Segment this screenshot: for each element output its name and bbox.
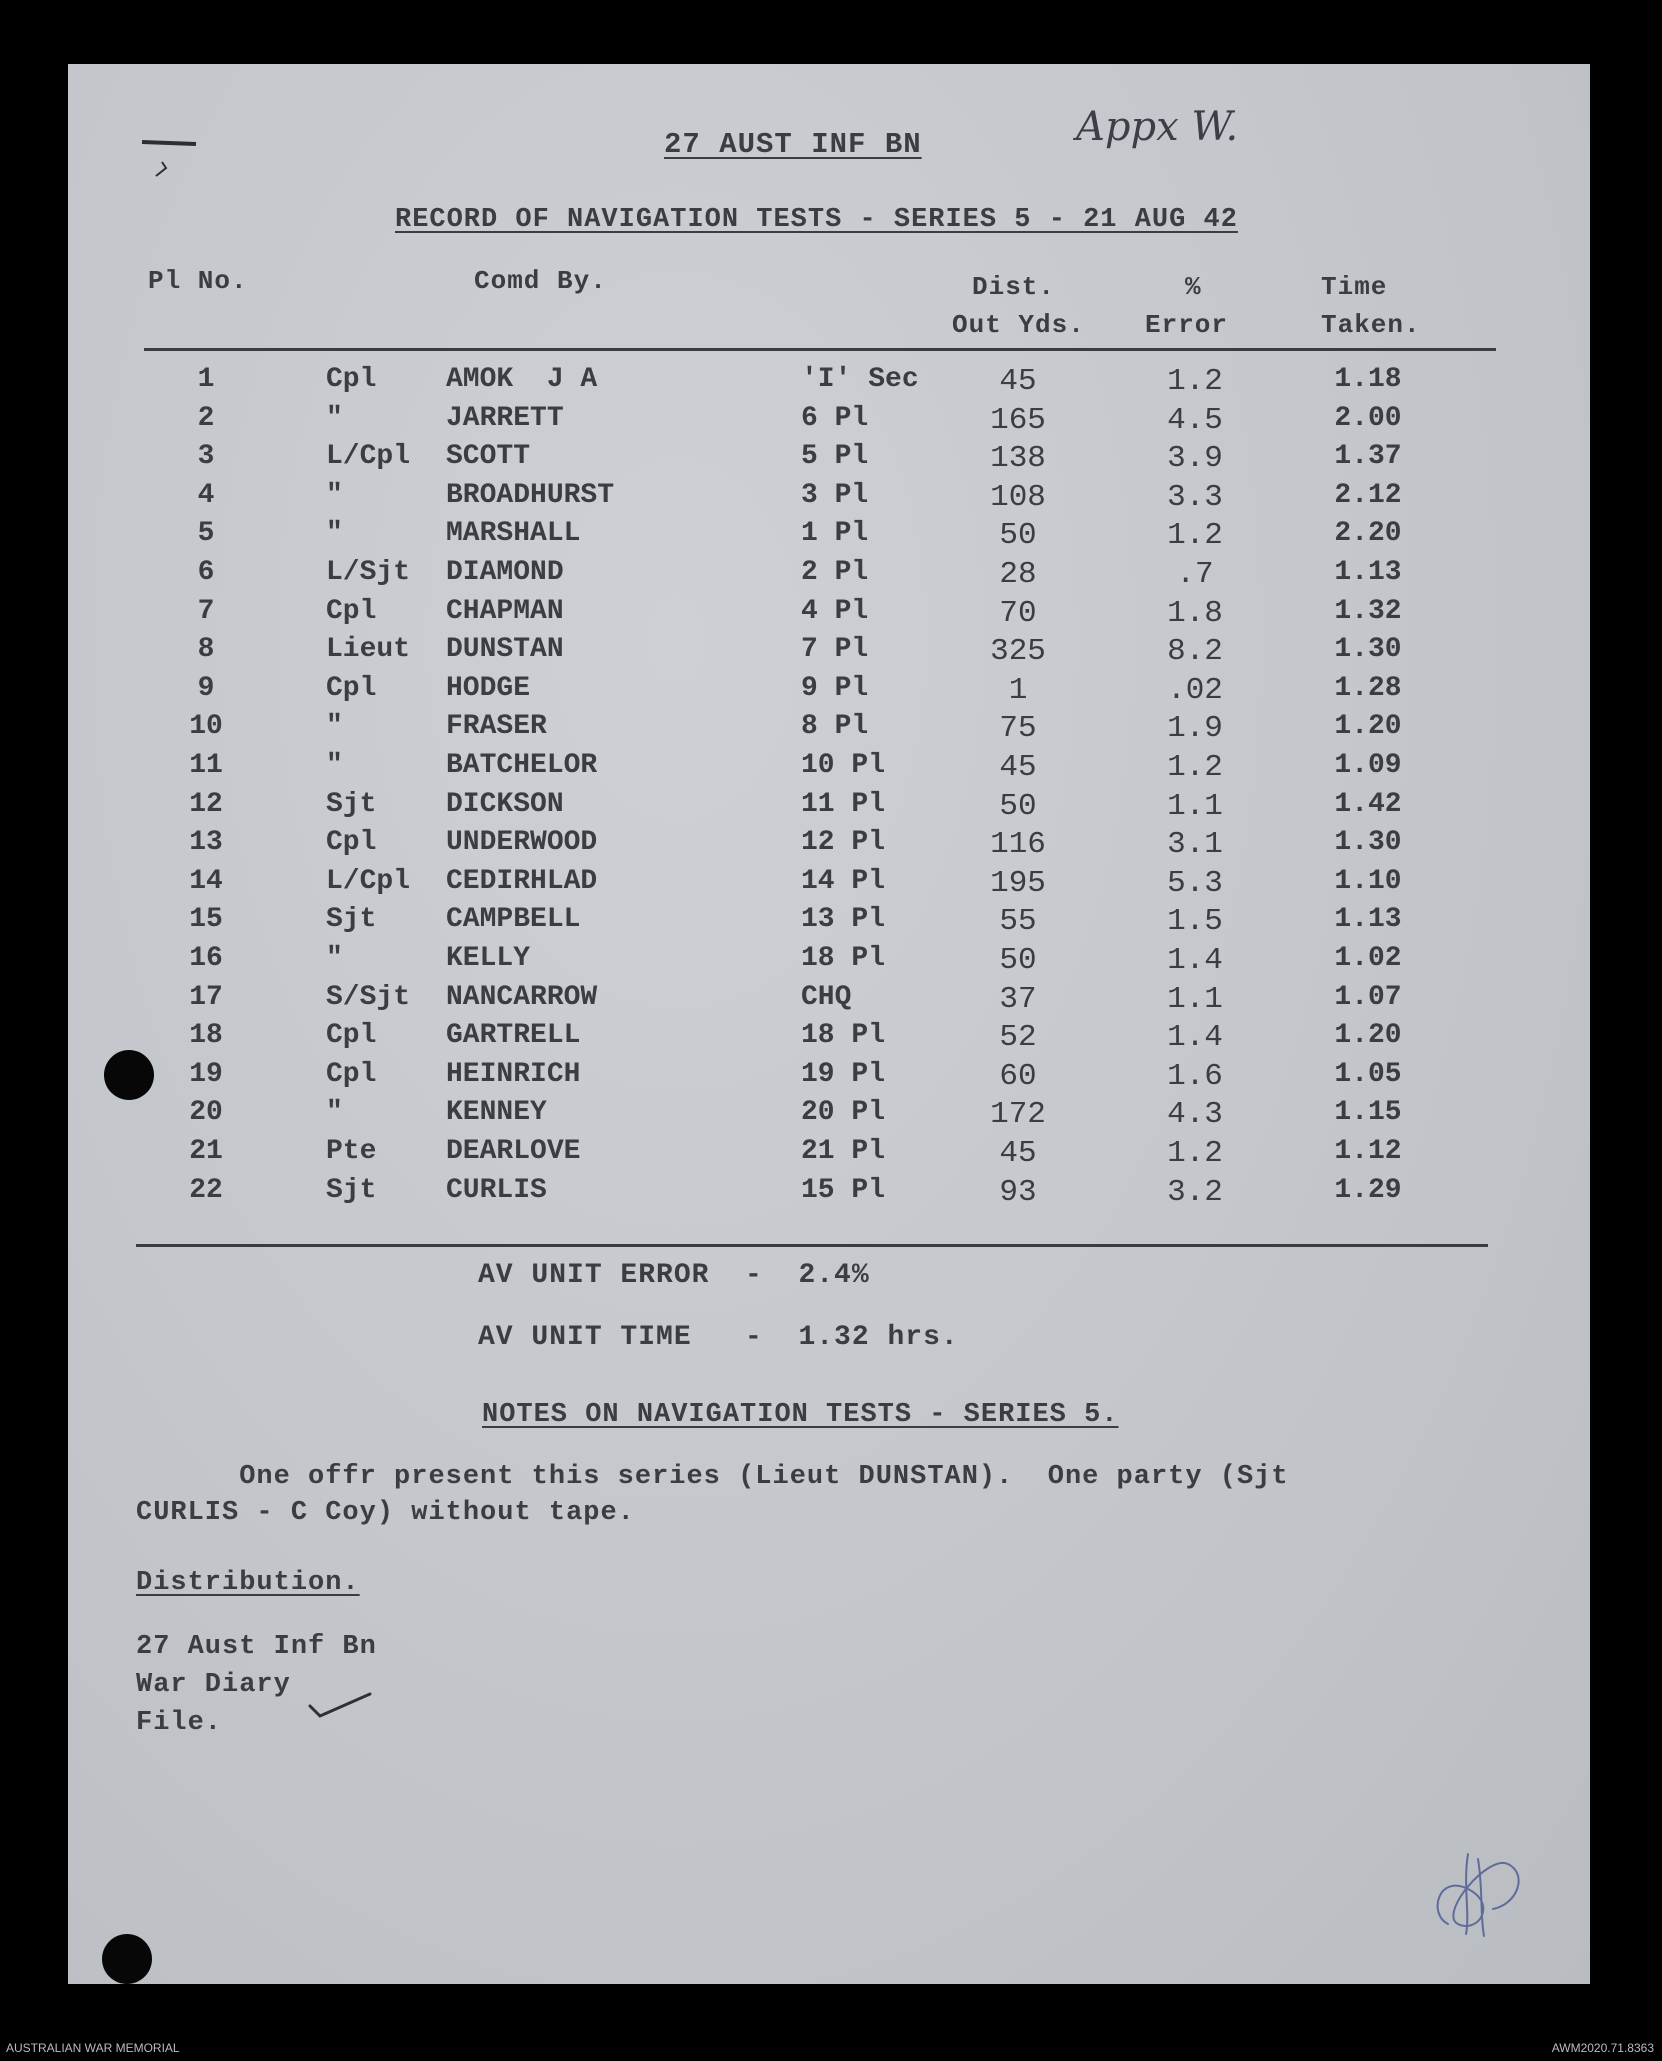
- unit-cell: 13 Pl: [801, 904, 886, 936]
- table-row: [68, 518, 1590, 557]
- time-cell: 1.30: [1334, 634, 1402, 666]
- name-cell: DUNSTAN: [446, 634, 564, 666]
- table-row: [68, 750, 1590, 789]
- table-row: [68, 441, 1590, 480]
- name-cell: DEARLOVE: [446, 1136, 581, 1167]
- distance-cell: 108: [990, 479, 1046, 515]
- distribution-item: 27 Aust Inf Bn: [136, 1632, 377, 1662]
- name-cell: CURLIS: [446, 1174, 547, 1206]
- rank-cell: Cpl: [326, 364, 377, 395]
- pl-no-cell: 11: [189, 750, 223, 781]
- distance-cell: 37: [999, 981, 1037, 1017]
- distance-cell: 116: [990, 827, 1046, 863]
- unit-cell: 'I' Sec: [801, 364, 919, 395]
- table-row: [68, 1020, 1590, 1059]
- distance-cell: 45: [999, 364, 1037, 399]
- distance-cell: 138: [990, 441, 1046, 477]
- distance-cell: 50: [999, 788, 1037, 824]
- table-row: [68, 943, 1590, 982]
- distance-cell: 55: [999, 904, 1037, 940]
- handwritten-checkmark: [304, 1684, 384, 1724]
- error-cell: 1.6: [1167, 1058, 1223, 1094]
- distance-cell: 45: [999, 750, 1037, 785]
- name-cell: CAMPBELL: [446, 904, 581, 936]
- name-cell: AMOK J A: [446, 364, 598, 395]
- name-cell: JARRETT: [446, 402, 564, 434]
- rank-cell: Cpl: [326, 595, 377, 627]
- pl-no-cell: 4: [197, 479, 215, 511]
- unit-cell: 1 Pl: [801, 518, 869, 550]
- rank-cell: Pte: [326, 1136, 377, 1167]
- name-cell: CEDIRHLAD: [446, 865, 598, 897]
- distance-cell: 45: [999, 1136, 1037, 1171]
- time-cell: 2.00: [1334, 402, 1402, 434]
- rank-cell: Sjt: [326, 788, 377, 820]
- time-cell: 1.10: [1334, 865, 1402, 897]
- average-unit-time: AV UNIT TIME - 1.32 hrs.: [478, 1322, 959, 1353]
- table-row: [68, 403, 1590, 442]
- rank-cell: Cpl: [326, 672, 377, 704]
- time-cell: 1.13: [1334, 557, 1402, 588]
- pl-no-cell: 3: [197, 441, 215, 473]
- error-cell: 5.3: [1167, 865, 1223, 901]
- table-row: [68, 1059, 1590, 1098]
- rank-cell: ": [326, 479, 343, 511]
- distribution-item: War Diary: [136, 1670, 291, 1700]
- table-row: [68, 1136, 1590, 1175]
- handwritten-signature: [1408, 1834, 1548, 1954]
- distribution-item: File.: [136, 1708, 223, 1738]
- punch-hole: [104, 1050, 154, 1100]
- distance-cell: 70: [999, 595, 1037, 631]
- time-cell: 1.09: [1334, 750, 1402, 781]
- unit-title: 27 AUST INF BN: [664, 128, 922, 161]
- unit-cell: 19 Pl: [801, 1058, 886, 1090]
- name-cell: MARSHALL: [446, 518, 581, 550]
- rank-cell: L/Cpl: [326, 441, 411, 473]
- unit-cell: 6 Pl: [801, 402, 869, 434]
- pl-no-cell: 1: [197, 364, 215, 395]
- time-cell: 1.20: [1334, 711, 1402, 743]
- average-unit-error: AV UNIT ERROR - 2.4%: [478, 1260, 870, 1291]
- rank-cell: ": [326, 750, 343, 781]
- table-row: [68, 1097, 1590, 1136]
- error-cell: 1.9: [1167, 711, 1223, 747]
- name-cell: HEINRICH: [446, 1058, 581, 1090]
- error-cell: 1.4: [1167, 943, 1223, 978]
- distance-cell: 195: [990, 865, 1046, 901]
- pl-no-cell: 22: [189, 1174, 223, 1206]
- error-cell: 1.8: [1167, 595, 1223, 631]
- pl-no-cell: 21: [189, 1136, 223, 1167]
- error-cell: 1.2: [1167, 518, 1223, 554]
- distance-cell: 60: [999, 1058, 1037, 1094]
- unit-cell: CHQ: [801, 981, 852, 1013]
- error-cell: 1.2: [1167, 1136, 1223, 1171]
- name-cell: BATCHELOR: [446, 750, 598, 781]
- col-header-time-2: Taken.: [1321, 310, 1421, 340]
- error-cell: .7: [1176, 557, 1214, 592]
- error-cell: 3.9: [1167, 441, 1223, 477]
- paper-mark: [138, 132, 218, 192]
- unit-cell: 18 Pl: [801, 1020, 886, 1052]
- error-cell: 4.5: [1167, 402, 1223, 438]
- time-cell: 1.18: [1334, 364, 1402, 395]
- rank-cell: Sjt: [326, 904, 377, 936]
- time-cell: 1.42: [1334, 788, 1402, 820]
- col-header-time-1: Time: [1321, 272, 1388, 302]
- unit-cell: 7 Pl: [801, 634, 869, 666]
- rank-cell: L/Cpl: [326, 865, 411, 897]
- time-cell: 2.12: [1334, 479, 1402, 511]
- notes-heading: NOTES ON NAVIGATION TESTS - SERIES 5.: [482, 1400, 1119, 1430]
- pl-no-cell: 7: [197, 595, 215, 627]
- table-row: [68, 982, 1590, 1021]
- rank-cell: Sjt: [326, 1174, 377, 1206]
- distance-cell: 28: [999, 557, 1037, 592]
- document-page: [68, 64, 1590, 1984]
- name-cell: FRASER: [446, 711, 547, 743]
- unit-cell: 15 Pl: [801, 1174, 886, 1206]
- header-rule: [144, 348, 1496, 351]
- error-cell: 8.2: [1167, 634, 1223, 670]
- table-bottom-rule: [136, 1244, 1488, 1247]
- rank-cell: ": [326, 1097, 343, 1129]
- error-cell: 1.5: [1167, 904, 1223, 940]
- unit-cell: 20 Pl: [801, 1097, 886, 1129]
- time-cell: 1.02: [1334, 943, 1402, 974]
- rank-cell: ": [326, 518, 343, 550]
- error-cell: 1.2: [1167, 364, 1223, 399]
- unit-cell: 21 Pl: [801, 1136, 886, 1167]
- table-row: [68, 904, 1590, 943]
- distance-cell: 50: [999, 518, 1037, 554]
- punch-hole: [102, 1934, 152, 1984]
- unit-cell: 2 Pl: [801, 557, 869, 588]
- error-cell: 3.3: [1167, 479, 1223, 515]
- rank-cell: ": [326, 711, 343, 743]
- distance-cell: 172: [990, 1097, 1046, 1133]
- pl-no-cell: 16: [189, 943, 223, 974]
- name-cell: CHAPMAN: [446, 595, 564, 627]
- pl-no-cell: 10: [189, 711, 223, 743]
- table-row: [68, 480, 1590, 519]
- col-header-pl-no: Pl No.: [148, 266, 248, 296]
- time-cell: 1.20: [1334, 1020, 1402, 1052]
- unit-cell: 4 Pl: [801, 595, 869, 627]
- distance-cell: 165: [990, 402, 1046, 438]
- time-cell: 2.20: [1334, 518, 1402, 550]
- unit-cell: 9 Pl: [801, 672, 869, 704]
- rank-cell: Cpl: [326, 1058, 377, 1090]
- table-row: [68, 711, 1590, 750]
- error-cell: 1.1: [1167, 981, 1223, 1017]
- unit-cell: 14 Pl: [801, 865, 886, 897]
- rank-cell: ": [326, 943, 343, 974]
- time-cell: 1.32: [1334, 595, 1402, 627]
- rank-cell: S/Sjt: [326, 981, 411, 1013]
- time-cell: 1.15: [1334, 1097, 1402, 1129]
- time-cell: 1.30: [1334, 827, 1402, 859]
- distance-cell: 325: [990, 634, 1046, 670]
- error-cell: 3.1: [1167, 827, 1223, 863]
- time-cell: 1.07: [1334, 981, 1402, 1013]
- pl-no-cell: 8: [197, 634, 215, 666]
- name-cell: DICKSON: [446, 788, 564, 820]
- name-cell: SCOTT: [446, 441, 531, 473]
- table-row: [68, 596, 1590, 635]
- pl-no-cell: 12: [189, 788, 223, 820]
- distance-cell: 52: [999, 1020, 1037, 1056]
- error-cell: 1.1: [1167, 788, 1223, 824]
- unit-cell: 3 Pl: [801, 479, 869, 511]
- pl-no-cell: 18: [189, 1020, 223, 1052]
- notes-line-1: One offr present this series (Lieut DUNSTAN). One party (Sjt: [136, 1462, 1289, 1492]
- name-cell: DIAMOND: [446, 557, 564, 588]
- unit-cell: 11 Pl: [801, 788, 886, 820]
- table-row: [68, 557, 1590, 596]
- table-row: [68, 827, 1590, 866]
- handwritten-annotation: Appx W.: [1076, 104, 1239, 150]
- table-row: [68, 789, 1590, 828]
- pl-no-cell: 9: [197, 672, 215, 704]
- name-cell: BROADHURST: [446, 479, 615, 511]
- time-cell: 1.37: [1334, 441, 1402, 473]
- pl-no-cell: 19: [189, 1058, 223, 1090]
- error-cell: .02: [1167, 672, 1223, 708]
- error-cell: 1.4: [1167, 1020, 1223, 1056]
- name-cell: UNDERWOOD: [446, 827, 598, 859]
- rank-cell: ": [326, 402, 343, 434]
- notes-line-2: CURLIS - C Coy) without tape.: [136, 1498, 635, 1528]
- pl-no-cell: 5: [197, 518, 215, 550]
- col-header-err-2: Error: [1145, 310, 1229, 340]
- time-cell: 1.28: [1334, 672, 1402, 704]
- footer-right: AWM2020.71.8363: [1551, 2041, 1654, 2055]
- rank-cell: L/Sjt: [326, 557, 411, 588]
- unit-cell: 8 Pl: [801, 711, 869, 743]
- table-row: [68, 866, 1590, 905]
- footer-left: AUSTRALIAN WAR MEMORIAL: [6, 2041, 180, 2055]
- col-header-err-1: %: [1185, 272, 1202, 302]
- rank-cell: Cpl: [326, 1020, 377, 1052]
- distance-cell: 93: [999, 1174, 1037, 1210]
- pl-no-cell: 13: [189, 827, 223, 859]
- error-cell: 4.3: [1167, 1097, 1223, 1133]
- error-cell: 3.2: [1167, 1174, 1223, 1210]
- rank-cell: Lieut: [326, 634, 411, 666]
- time-cell: 1.13: [1334, 904, 1402, 936]
- pl-no-cell: 2: [197, 402, 215, 434]
- time-cell: 1.12: [1334, 1136, 1402, 1167]
- pl-no-cell: 15: [189, 904, 223, 936]
- pl-no-cell: 17: [189, 981, 223, 1013]
- unit-cell: 18 Pl: [801, 943, 886, 974]
- time-cell: 1.29: [1334, 1174, 1402, 1206]
- record-title: RECORD OF NAVIGATION TESTS - SERIES 5 - 21 AUG 42: [395, 205, 1238, 235]
- rank-cell: Cpl: [326, 827, 377, 859]
- distance-cell: 1: [1008, 672, 1028, 708]
- time-cell: 1.05: [1334, 1058, 1402, 1090]
- table-row: [68, 634, 1590, 673]
- col-header-dist-1: Dist.: [972, 272, 1056, 302]
- table-row: [68, 673, 1590, 712]
- pl-no-cell: 14: [189, 865, 223, 897]
- unit-cell: 12 Pl: [801, 827, 886, 859]
- name-cell: KELLY: [446, 943, 531, 974]
- col-header-comd-by: Comd By.: [474, 266, 607, 296]
- pl-no-cell: 20: [189, 1097, 223, 1129]
- distance-cell: 75: [999, 711, 1037, 747]
- distance-cell: 50: [999, 943, 1037, 978]
- unit-cell: 5 Pl: [801, 441, 869, 473]
- name-cell: HODGE: [446, 672, 531, 704]
- pl-no-cell: 6: [197, 557, 215, 588]
- error-cell: 1.2: [1167, 750, 1223, 785]
- col-header-dist-2: Out Yds.: [952, 310, 1085, 340]
- unit-cell: 10 Pl: [801, 750, 886, 781]
- name-cell: GARTRELL: [446, 1020, 581, 1052]
- table-row: [68, 364, 1590, 403]
- name-cell: NANCARROW: [446, 981, 598, 1013]
- distribution-heading: Distribution.: [136, 1568, 360, 1598]
- name-cell: KENNEY: [446, 1097, 547, 1129]
- table-row: [68, 1175, 1590, 1214]
